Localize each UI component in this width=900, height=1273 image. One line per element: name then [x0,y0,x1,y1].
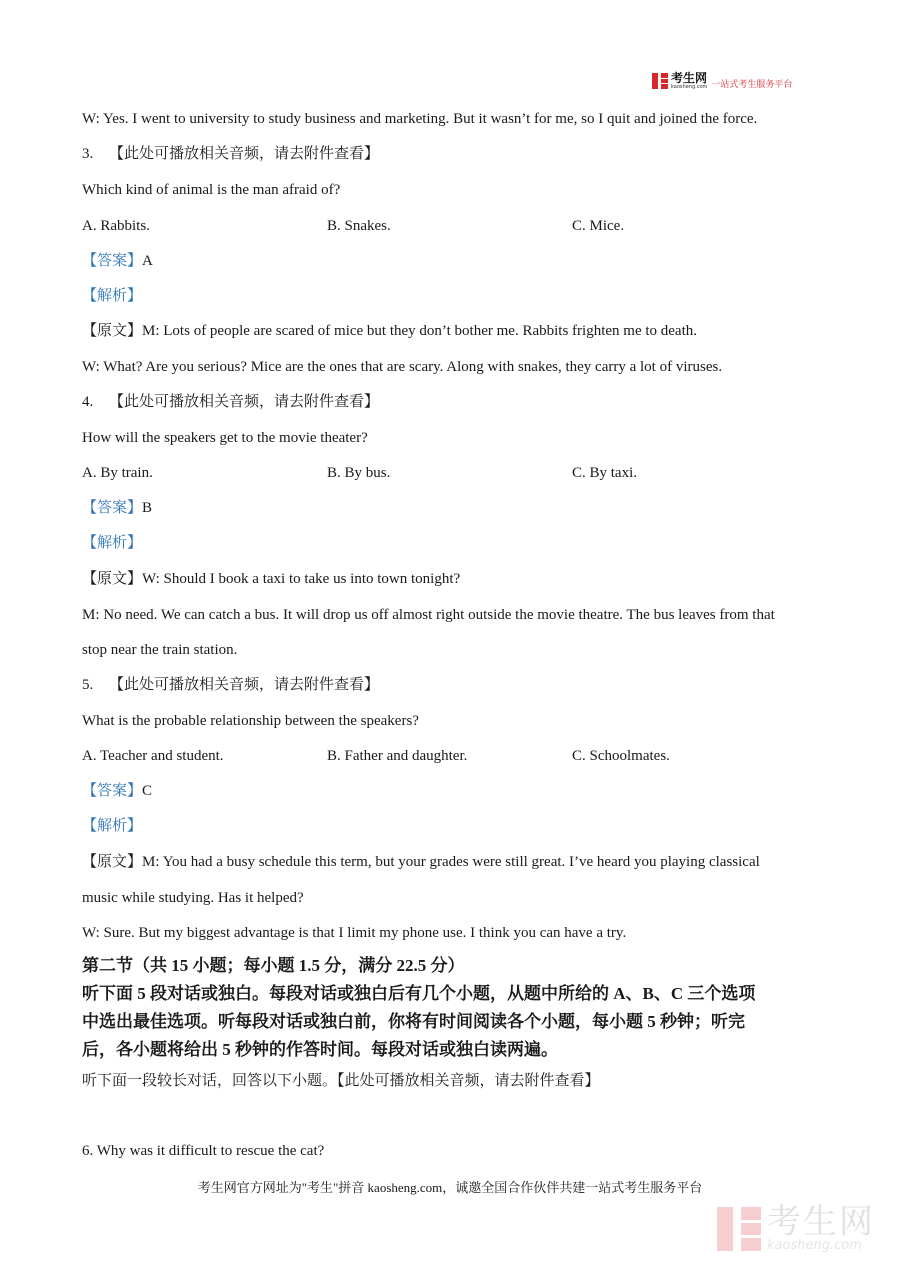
section-2-instruction-2: 中选出最佳选项。听每段对话或独白前，你将有时间阅读各个小题，每小题 5 秒钟；听完 [82,1012,745,1031]
transcript-tag: 【原文】 [82,571,143,587]
q4-option-b: B. By bus. [327,465,391,481]
dialogue-line: W: Yes. I went to university to study business and marketing. But it wasn’t for me, so I quit and joined the force. [82,111,758,127]
q3-option-c: C. Mice. [572,218,625,234]
q3-analysis-tag: 【解析】 [82,288,143,304]
q3-transcript-1 [82,321,697,341]
q5-option-a: A. Teacher and student. [82,748,224,764]
answer-value: A [142,253,153,269]
question-3-header [82,144,379,164]
q5-transcript-1 [82,852,760,872]
answer-value: C [142,783,153,799]
section-2-title: 第二节（共 15 小题；每小题 1.5 分，满分 22.5 分） [82,956,465,975]
question-number: 5. [82,677,94,693]
answer-tag: 【答案】 [82,500,143,516]
question-number: 3. [82,146,94,162]
audio-placeholder: 【此处可播放相关音频，请去附件查看】 [109,146,380,162]
question-5-header [82,675,379,695]
q3-answer [82,251,153,271]
q3-option-a: A. Rabbits. [82,218,150,234]
section-2-instruction-3: 后，各小题将给出 5 秒钟的作答时间。每段对话或独白读两遍。 [82,1040,558,1059]
q5-answer [82,781,152,801]
logo-domain: kaosheng.com [671,84,708,90]
q4-transcript-1 [82,569,460,589]
transcript-text: M: You had a busy schedule this term, but your grades were still great. I’ve heard you playing classical [142,854,760,870]
q3-option-b: B. Snakes. [327,218,391,234]
q4-analysis-tag: 【解析】 [82,535,143,551]
answer-tag: 【答案】 [82,253,143,269]
q4-transcript-3: stop near the train station. [82,642,238,658]
logo-slogan: 一站式考生服务平台 [711,79,793,90]
transcript-tag: 【原文】 [82,323,143,339]
watermark-logo-icon [717,1207,761,1251]
page-footer: 考生网官方网址为"考生"拼音 kaosheng.com，诚邀全国合作伙伴共建一站式考生服务平台 [197,1180,703,1195]
q5-analysis-tag: 【解析】 [82,818,143,834]
q5-transcript-3: W: Sure. But my biggest advantage is that I limit my phone use. I think you can have a try. [82,925,627,941]
logo-icon [652,73,668,89]
question-6-text: 6. Why was it difficult to rescue the cat? [82,1143,325,1159]
section-2-instruction-1: 听下面 5 段对话或独白。每段对话或独白后有几个小题，从题中所给的 A、B、C 三个选项 [82,984,756,1003]
watermark-name: 考生网 [767,1202,875,1242]
section-2-subinstruction: 听下面一段较长对话，回答以下小题。【此处可播放相关音频，请去附件查看】 [82,1073,600,1089]
question-number: 4. [82,394,94,410]
audio-placeholder: 【此处可播放相关音频，请去附件查看】 [109,394,380,410]
transcript-text: W: Should I book a taxi to take us into town tonight? [142,571,461,587]
q5-option-c: C. Schoolmates. [572,748,670,764]
q5-transcript-2: music while studying. Has it helped? [82,890,304,906]
answer-tag: 【答案】 [82,783,143,799]
audio-placeholder: 【此处可播放相关音频，请去附件查看】 [109,677,380,693]
q3-transcript-2: W: What? Are you serious? Mice are the ones that are scary. Along with snakes, they carry a lot of viruses. [82,359,723,375]
question-3-text: Which kind of animal is the man afraid of? [82,182,341,198]
transcript-text: M: Lots of people are scared of mice but they don’t bother me. Rabbits frighten me to death. [142,323,698,339]
question-4-text: How will the speakers get to the movie theater? [82,430,368,446]
question-5-text: What is the probable relationship between the speakers? [82,713,419,729]
q4-transcript-2: M: No need. We can catch a bus. It will drop us off almost right outside the movie theatre. The bus leaves from that [82,607,775,623]
logo-name: 考生网 [671,71,708,85]
q4-option-a: A. By train. [82,465,153,481]
question-4-header [82,392,379,412]
transcript-tag: 【原文】 [82,854,143,870]
q4-option-c: C. By taxi. [572,465,638,481]
header-logo [652,72,792,90]
answer-value: B [142,500,153,516]
q4-answer [82,498,152,518]
watermark [717,1202,875,1253]
watermark-domain: kaosheng.com [767,1238,862,1253]
q5-option-b: B. Father and daughter. [327,748,468,764]
